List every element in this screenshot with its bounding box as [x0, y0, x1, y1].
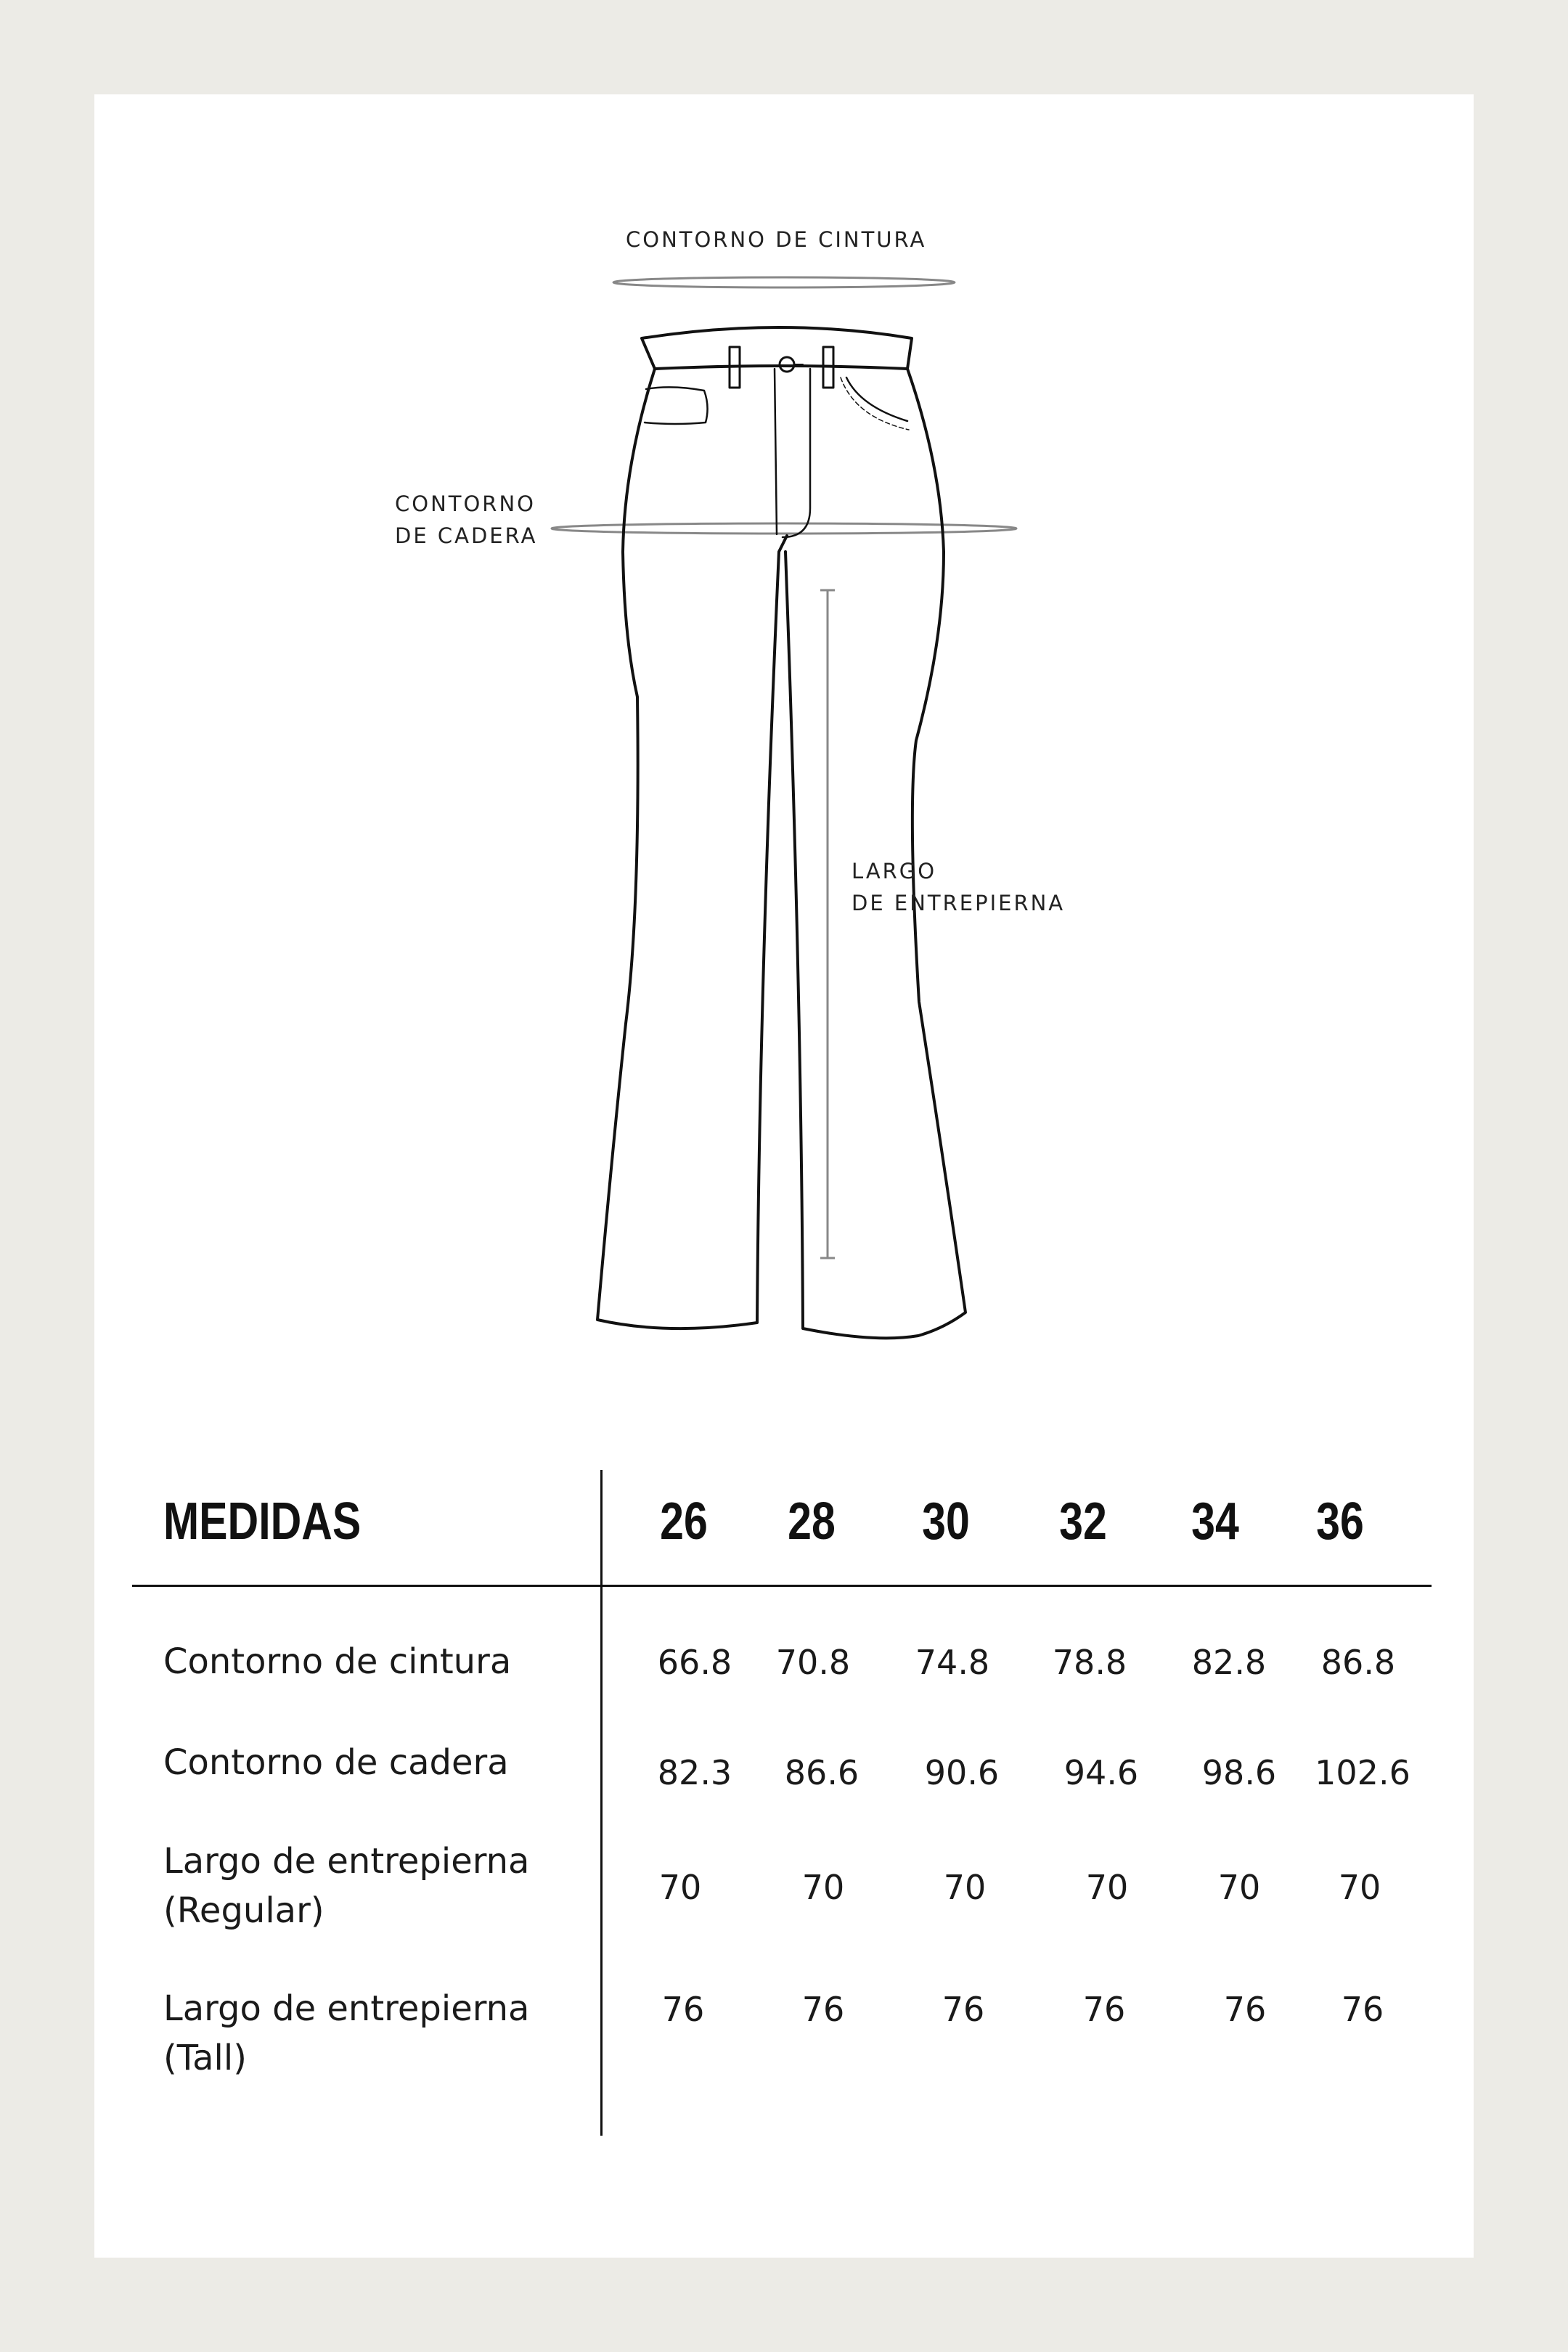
- table-cell: 94.6: [1063, 1753, 1139, 1792]
- waist-label: CONTORNO DE CINTURA: [626, 227, 927, 252]
- table-cell: 70: [1217, 1868, 1261, 1907]
- table-cell: 76: [1082, 1990, 1126, 2029]
- row-label-inseam-tall: Largo de entrepierna (Tall): [163, 1988, 530, 2078]
- table-cell: 98.6: [1201, 1753, 1277, 1792]
- table-cell: 82.8: [1191, 1643, 1267, 1682]
- table-cell: 66.8: [657, 1643, 732, 1682]
- table-cell: 76: [942, 1990, 985, 2029]
- table-cell: 102.6: [1315, 1753, 1410, 1792]
- hip-measure-ellipse: [552, 523, 1016, 534]
- table-cell: 90.6: [924, 1753, 1000, 1792]
- table-title: MEDIDAS: [163, 1493, 362, 1551]
- row-label-inseam-regular: Largo de entrepierna (Regular): [163, 1841, 530, 1931]
- table-cell: 74.8: [915, 1643, 990, 1682]
- table-cell: 70: [801, 1868, 845, 1907]
- table-column-divider: [600, 1470, 603, 2136]
- table-cell: 70: [943, 1868, 987, 1907]
- jeans-outline-icon: [597, 327, 965, 1338]
- size-header-36: 36: [1316, 1493, 1364, 1551]
- table-cell: 70: [1085, 1868, 1129, 1907]
- row-label-waist: Contorno de cintura: [163, 1641, 512, 1682]
- inseam-label: LARGO DE ENTREPIERNA: [852, 859, 1066, 915]
- table-cell: 78.8: [1052, 1643, 1127, 1682]
- table-cell: 82.3: [657, 1753, 732, 1792]
- table-cell: 76: [1223, 1990, 1267, 2029]
- size-header-26: 26: [660, 1493, 708, 1551]
- row-label-hip: Contorno de cadera: [163, 1742, 509, 1783]
- table-cell: 70.8: [775, 1643, 851, 1682]
- table-cell: 76: [801, 1990, 845, 2029]
- size-header-30: 30: [922, 1493, 970, 1551]
- table-cell: 86.6: [784, 1753, 859, 1792]
- table-cell: 76: [661, 1990, 705, 2029]
- waist-measure-ellipse: [613, 277, 955, 287]
- table-cell: 86.8: [1320, 1643, 1396, 1682]
- size-header-28: 28: [788, 1493, 836, 1551]
- table-cell: 70: [658, 1868, 702, 1907]
- table-cell: 76: [1341, 1990, 1384, 2029]
- inseam-measure-line: [820, 590, 835, 1258]
- hip-label: CONTORNO DE CADERA: [395, 491, 538, 548]
- table-header-divider: [132, 1585, 1432, 1587]
- table-cell: 70: [1338, 1868, 1381, 1907]
- size-header-34: 34: [1191, 1493, 1239, 1551]
- size-header-32: 32: [1059, 1493, 1107, 1551]
